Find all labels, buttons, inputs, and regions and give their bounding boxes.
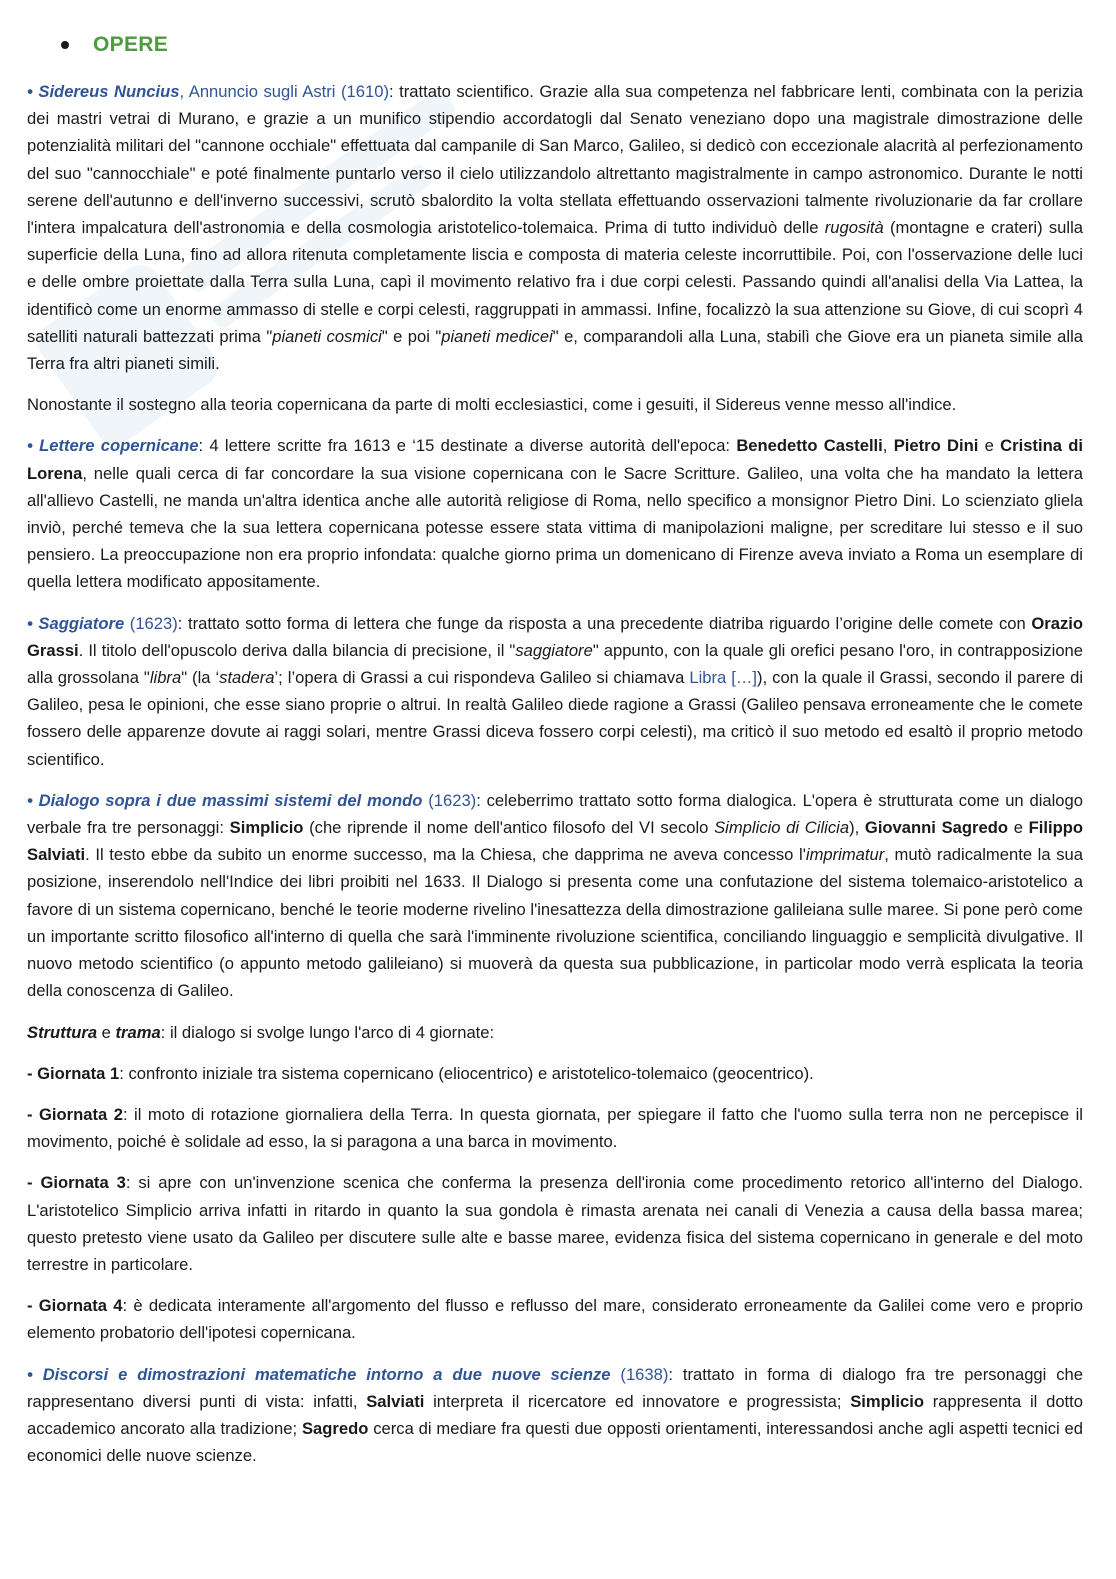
paragraph-sidereus: • Sidereus Nuncius, Annuncio sugli Astri (1610): trattato scientifico. Grazie alla sua competenza nel fabbricare lenti, combinata con la perizia dei mastri vetrai di Murano, e grazie a un munifico stipendio accordatogli dal Senato veneziano dopo una magistrale dimostrazione delle potenzialità militari del "cannone occhiale" effettuata dal campanile di San Marco, Galileo, si dedicò con eccezionale alacrità al perfezionamento del suo "cannocchiale" e poté finalmente puntarlo verso il cielo utilizzandolo altrettanto magistralmente in campo astronomico. Durante le notti serene dell'autunno e dell'inverno successivi, scrutò sbalordito la volta stellata effettuando osservazioni talmente rivoluzionarie da far crollare l'intera impalcatura dell'astronomia e della cosmologia aristotelico-tolemaica. Prima di tutto individuò delle rugosità (montagne e crateri) sulla superficie della Luna, fino ad allora ritenuta completamente liscia e composta di materia celeste incorruttibile. Poi, con l'osservazione delle luci e delle ombre proiettate dalla Terra sulla Luna, capì il movimento relativo fra i due corpi celesti. Passando quindi all'analisi della Via Lattea, la identificò come un enorme ammasso di stelle e corpi celesti, raggruppati in ammassi. Infine, focalizzò la sua attenzione su Giove, di cui scoprì 4 satelliti naturali battezzati prima "pianeti cosmici" e poi "pianeti medicei" e, comparandoli alla Luna, stabilì che Giove era un pianeta simile alla Terra fra altri pianeti simili. — [27, 82, 1084, 374]
paragraph-discorsi: • Discorsi e dimostrazioni matematiche intorno a due nuove scienze (1638): trattato in forma di dialogo fra tre personaggi che rappresentano diversi punti di vista: infatti, Salviati interpreta il ricercatore ed innovatore e progressista; Simplicio rappresenta il dotto accademico ancorato alla tradizione; Sagredo cerca di mediare fra questi due opposti orientamenti, interessandosi anche agli aspetti tecnici ed economici delle nuove scienze. — [27, 1364, 1084, 1466]
work-title-lettere: Lettere copernicane — [39, 436, 199, 456]
giornata-4: - Giornata 4: è dedicata interamente all'argomento del flusso e reflusso del mare, considerato erroneamente da Galilei come vero e proprio elemento probatorio dell'ipotesi copernicana. — [27, 1296, 1083, 1343]
paragraph-saggiatore: • Saggiatore (1623): trattato sotto forma di lettera che funge da risposta a una precedente diatriba riguardo l’origine delle comete con Orazio Grassi. Il titolo dell'opuscolo deriva dalla bilancia di precisione, il "saggiatore" appunto, con la quale gli orefici pesano l'oro, in contrapposizione alla grossolana "libra" (la ‘stadera’; l’opera di Grassi a cui rispondeva Galileo si chiamava Libra […]), con la quale il Grassi, secondo il parere di Galileo, pesa le opinioni, che esse siano proprie o altrui. In realtà Galileo diede ragione a Grassi (Galileo pensava erroneamente che le comete fossero delle apparenze dovute ai raggi solari, mentre Grassi diceva fossero corpi celesti), ma criticò il suo metodo ed esaltò il proprio metodo scientifico. — [27, 613, 1084, 769]
libra-link[interactable]: Libra […] — [689, 668, 758, 688]
bullet-icon — [61, 41, 69, 49]
work-title-discorsi: Discorsi e dimostrazioni matematiche intorno a due nuove scienze — [42, 1364, 611, 1384]
work-title-dialogo: Dialogo sopra i due massimi sistemi del mondo — [38, 790, 423, 810]
paragraph-struttura: Struttura e trama: il dialogo si svolge lungo l'arco di 4 giornate: — [27, 1022, 495, 1042]
work-title-saggiatore: Saggiatore — [38, 613, 125, 633]
section-heading — [61, 30, 1083, 60]
paragraph-dialogo: • Dialogo sopra i due massimi sistemi del mondo (1623): celeberrimo trattato sotto forma dialogica. L'opera è strutturata come un dialogo verbale fra tre personaggi: Simplicio (che riprende il nome dell'antico filosofo del VI secolo Simplicio di Cilicia), Giovanni Sagredo e Filippo Salviati. Il testo ebbe da subito un enorme successo, ma la Chiesa, che dapprima ne aveva concesso l'imprimatur, mutò radicalmente la sua posizione, inserendolo nell'Indice dei libri proibiti nel 1633. Il Dialogo si presenta come una confutazione del sistema tolemaico-aristotelico a favore di un sistema copernicano, benché le teorie moderne rivelino l'inesattezza della dimostrazione galileiana sulle maree. Si pone però come un importante scritto filosofico all'interno di quella che sarà l'imminente rivoluzione scientifica, conciliando linguaggio e semplicità divulgative. Il nuovo metodo scientifico (o appunto metodo galileiano) si muoverà da questa sua pubblicazione, in particolar modo verrà esplicata la teoria della conoscenza di Galileo. — [27, 790, 1084, 1001]
paragraph-lettere: • Lettere copernicane: 4 lettere scritte fra 1613 e ‘15 destinate a diverse autorità dell'epoca: Benedetto Castelli, Pietro Dini e Cristina di Lorena, nelle quali cerca di far concordare la sua visione copernicana con le Sacre Scritture. Galileo, una volta che ha mandato la lettera all'allievo Castelli, ne manda un'altra identica anche alle autorità religiose di Roma, nello specifico a monsignor Pietro Dini. Lo scienziato gliela inviò, perché temeva che la sua lettera copernicana potesse essere stata vittima di manipolazioni maligne, per screditare lui stesso e il suo pensiero. La preoccupazione non era proprio infondata: qualche giorno prima un domenicano di Firenze aveva inviato a Roma un esemplare di quella lettera modificato appositamente. — [27, 436, 1083, 592]
bullet-marker: • — [27, 82, 33, 101]
sidereus-subtitle: , Annuncio sugli Astri (1610) — [179, 82, 389, 101]
paragraph-sidereus-note: Nonostante il sostegno alla teoria copernicana da parte di molti ecclesiastici, come i gesuiti, il Sidereus venne messo all'indice. — [27, 395, 957, 415]
giornata-1: - Giornata 1: confronto iniziale tra sistema copernicano (eliocentrico) e aristotelico-tolemaico (geocentrico). — [27, 1063, 814, 1083]
heading-title: OPERE — [93, 33, 169, 56]
work-title-sidereus: Sidereus Nuncius — [38, 82, 180, 101]
document-page — [27, 30, 1083, 1479]
giornata-3: - Giornata 3: si apre con un'invenzione scenica che conferma la presenza dell'ironia come procedimento retorico all'interno del Dialogo. L'aristotelico Simplicio arriva infatti in ritardo in quanto la sua gondola è rimasta arenata nei canali di Venezia a causa della bassa marea; questo pretesto viene usato da Galileo per discutere sulle alte e basse maree, evidenza fisica del sistema copernicano in generale e del moto terrestre in particolare. — [27, 1173, 1083, 1274]
giornata-2: - Giornata 2: il moto di rotazione giornaliera della Terra. In questa giornata, per spiegare il fatto che l'uomo sulla terra non ne percepisce il movimento, poiché è solidale ad esso, la si paragona a una barca in movimento. — [27, 1104, 1083, 1152]
